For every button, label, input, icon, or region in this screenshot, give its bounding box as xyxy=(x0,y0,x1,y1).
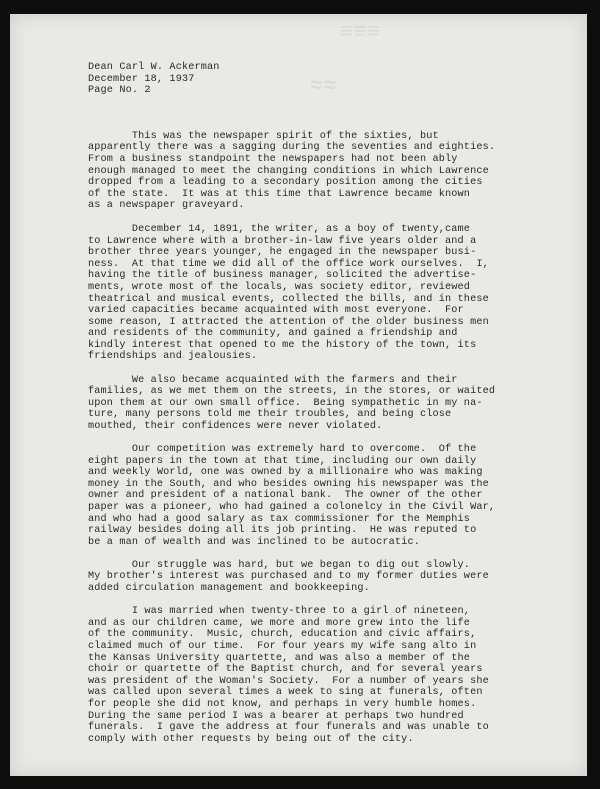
text-line: upon them at our own small office. Being sympathetic in my na- xyxy=(88,397,483,409)
text-line: This was the newspaper spirit of the sixties, but xyxy=(88,130,439,142)
text-line: comply with other requests by being out of the city. xyxy=(88,733,414,745)
text-line: owner and president of a national bank. The owner of the other xyxy=(88,490,483,502)
text-line: Our competition was extremely hard to overcome. Of the xyxy=(88,444,477,456)
text-line: During the same period I was a bearer at perhaps two hundred xyxy=(88,710,464,722)
text-line: choir or quartette of the Baptist church, and for several years xyxy=(88,664,483,676)
paragraph xyxy=(88,444,558,548)
text-line: My brother's interest was purchased and to my former duties were xyxy=(88,571,489,583)
text-line: ness. At that time we did all of the office work ourselves. I, xyxy=(88,258,489,270)
paragraph xyxy=(88,560,558,595)
bleed-mark: ≈≈ xyxy=(310,74,337,99)
text-line: varied capacities became acquainted with most everyone. For xyxy=(88,305,464,317)
text-line: Our struggle was hard, but we began to dig out slowly. xyxy=(88,559,471,571)
text-line: funerals. I gave the address at four funerals and was unable to xyxy=(88,722,489,734)
text-line: railway besides doing all its job printing. He was reputed to xyxy=(88,525,477,537)
text-line: mouthed, their confidences were never violated. xyxy=(88,420,383,432)
text-line: and residents of the community, and gained a friendship and xyxy=(88,328,458,340)
paragraph xyxy=(88,131,558,212)
text-line: having the title of business manager, solicited the advertise- xyxy=(88,270,477,282)
paragraph xyxy=(88,224,558,363)
text-line: was president of the Woman's Society. For a number of years she xyxy=(88,675,489,687)
text-line: From a business standpoint the newspapers had not been ably xyxy=(88,153,458,165)
paragraph xyxy=(88,375,558,433)
text-line: eight papers in the town at that time, including our own daily xyxy=(88,455,477,467)
text-line: theatrical and musical events, collected the bills, and in these xyxy=(88,293,489,305)
letter-page xyxy=(10,14,587,776)
text-line: apparently there was a sagging during the seventies and eighties. xyxy=(88,142,496,154)
text-line: for people she did not know, and perhaps in very humble homes. xyxy=(88,698,477,710)
bleed-mark: ≡≡≡ xyxy=(340,20,380,45)
text-line: of the community. Music, church, education and civic affairs, xyxy=(88,629,477,641)
text-line: of the state. It was at this time that Lawrence became known xyxy=(88,188,471,200)
paragraph xyxy=(88,606,558,745)
text-line: to Lawrence where with a brother-in-law five years older and a xyxy=(88,235,477,247)
text-line: dropped from a leading to a secondary position among the cities xyxy=(88,177,483,189)
text-line: as a newspaper graveyard. xyxy=(88,200,245,212)
text-line: and weekly World, one was owned by a millionaire who was making xyxy=(88,467,483,479)
text-line: brother three years younger, he engaged in the newspaper busi- xyxy=(88,247,477,259)
page-number-line: Page No. 2 xyxy=(88,85,151,97)
text-line: added circulation management and bookkeeping. xyxy=(88,583,370,595)
date-line: December 18, 1937 xyxy=(88,73,195,85)
text-line: be a man of wealth and was inclined to be autocratic. xyxy=(88,536,420,548)
text-line: paper was a pioneer, who had gained a colonelcy in the Civil War, xyxy=(88,502,496,513)
recipient-line: Dean Carl W. Ackerman xyxy=(88,62,220,73)
text-line: money in the South, and who besides owning his newspaper was the xyxy=(88,478,489,490)
text-line: some reason, I attracted the attention of the older business men xyxy=(88,316,489,328)
text-line: and as our children came, we more and more grew into the life xyxy=(88,617,471,629)
text-line: claimed much of our time. For four years my wife sang alto in xyxy=(88,640,477,652)
text-line: the Kansas University quartette, and was also a member of the xyxy=(88,652,471,664)
text-line: We also became acquainted with the farmers and their xyxy=(88,374,458,386)
text-line: families, as we met them on the streets, in the stores, or waited xyxy=(88,386,496,398)
text-line: kindly interest that opened to me the history of the town, its xyxy=(88,339,477,351)
letter-body xyxy=(88,62,558,757)
text-line: I was married when twenty-three to a girl of nineteen, xyxy=(88,606,471,618)
text-line: was called upon several times a week to sing at funerals, often xyxy=(88,687,483,699)
text-line: friendships and jealousies. xyxy=(88,351,258,363)
text-line: and who had a good salary as tax commissioner for the Memphis xyxy=(88,513,471,525)
text-line: December 14, 1891, the writer, as a boy of twenty,came xyxy=(88,223,471,235)
letter-header xyxy=(88,62,558,97)
text-line: enough managed to meet the changing conditions in which Lawrence xyxy=(88,165,489,177)
text-line: ture, many persons told me their troubles, and being close xyxy=(88,409,452,421)
text-line: ments, wrote most of the locals, was society editor, reviewed xyxy=(88,281,471,293)
